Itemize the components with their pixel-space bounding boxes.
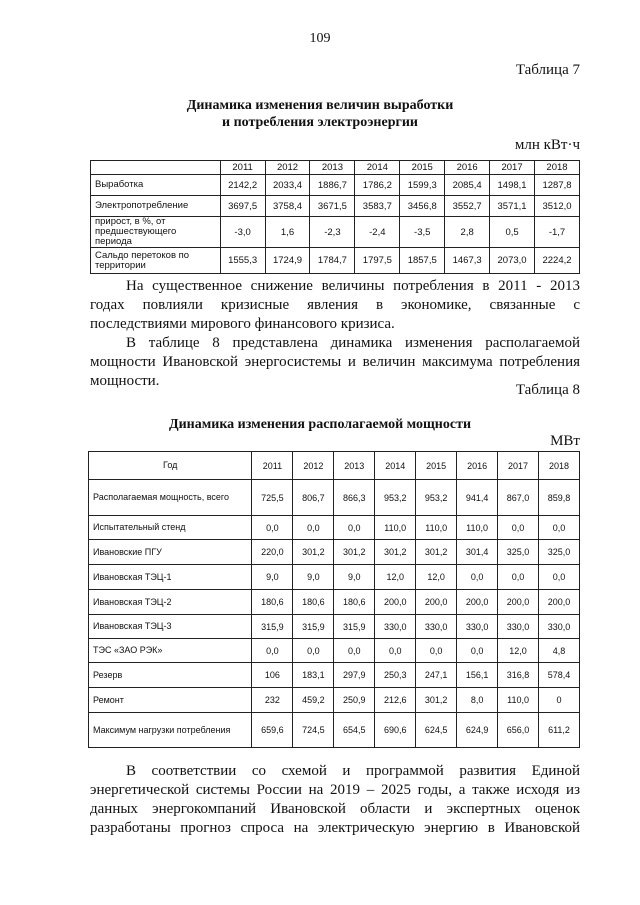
table-cell: -2,4 — [355, 217, 400, 248]
table8 — [88, 451, 580, 748]
table-cell: -3,5 — [400, 217, 445, 248]
table-cell: 330,0 — [498, 615, 539, 639]
table-row — [89, 540, 580, 565]
table-row — [89, 480, 580, 516]
table7-unit: млн кВт·ч — [514, 137, 580, 153]
table-cell: 1797,5 — [355, 248, 400, 274]
table-cell: 183,1 — [293, 663, 334, 688]
table8-year: 2011 — [252, 452, 293, 480]
table-cell: 3571,1 — [490, 196, 535, 217]
row-label: Ремонт — [89, 688, 252, 713]
table-cell: 156,1 — [457, 663, 498, 688]
table-cell: 9,0 — [252, 565, 293, 590]
table-cell: 1555,3 — [220, 248, 265, 274]
table-cell: 315,9 — [334, 615, 375, 639]
paragraph-1 — [90, 277, 580, 391]
table-cell: 315,9 — [293, 615, 334, 639]
table8-label: Таблица 8 — [515, 382, 580, 398]
table-cell: 1724,9 — [265, 248, 310, 274]
table-cell: 301,2 — [416, 688, 457, 713]
table-cell: 250,3 — [375, 663, 416, 688]
table-cell: 200,0 — [375, 590, 416, 615]
row-label: ТЭС «ЗАО РЭК» — [89, 639, 252, 663]
table-cell: 325,0 — [498, 540, 539, 565]
row-label: прирост, в %, от предшествующего периода — [91, 217, 221, 248]
paragraph-line: мощности. — [90, 373, 160, 389]
table-cell: 1498,1 — [490, 175, 535, 196]
table7-title-line2: и потребления электроэнергии — [222, 115, 418, 130]
paragraph-2 — [90, 762, 580, 838]
table-cell: 1886,7 — [310, 175, 355, 196]
table-cell: 250,9 — [334, 688, 375, 713]
table7-year: 2017 — [490, 161, 535, 175]
table-cell: 611,2 — [539, 713, 580, 748]
table-cell: 232 — [252, 688, 293, 713]
table-cell: 3456,8 — [400, 196, 445, 217]
table8-year: 2018 — [539, 452, 580, 480]
table-cell: 941,4 — [457, 480, 498, 516]
table-cell: 3552,7 — [445, 196, 490, 217]
table-cell: 330,0 — [416, 615, 457, 639]
table-cell: 12,0 — [375, 565, 416, 590]
table-row — [89, 639, 580, 663]
table-cell: 220,0 — [252, 540, 293, 565]
table-row — [89, 590, 580, 615]
table-cell: -3,0 — [220, 217, 265, 248]
table-cell: 1784,7 — [310, 248, 355, 274]
row-label: Максимум нагрузки потребления — [89, 713, 252, 748]
row-label: Ивановская ТЭЦ-1 — [89, 565, 252, 590]
row-label: Ивановские ПГУ — [89, 540, 252, 565]
table-cell: 247,1 — [416, 663, 457, 688]
table8-year: 2014 — [375, 452, 416, 480]
table8-year: 2017 — [498, 452, 539, 480]
table8-header-row — [89, 452, 580, 480]
row-label: Ивановская ТЭЦ-3 — [89, 615, 252, 639]
table-cell: 325,0 — [539, 540, 580, 565]
table-cell: 859,8 — [539, 480, 580, 516]
table-cell: 0,5 — [490, 217, 535, 248]
table-row — [89, 663, 580, 688]
table7 — [90, 160, 580, 274]
table7-year: 2012 — [265, 161, 310, 175]
table-cell: 724,5 — [293, 713, 334, 748]
table-cell: 316,8 — [498, 663, 539, 688]
table-cell: 1786,2 — [355, 175, 400, 196]
table-row — [89, 565, 580, 590]
table-cell: 866,3 — [334, 480, 375, 516]
paragraph-line: На существенное снижение величины потребления в 2011 - 2013 — [126, 278, 580, 294]
table-cell: 2033,4 — [265, 175, 310, 196]
table-cell: 110,0 — [498, 688, 539, 713]
paragraph-line: последствиями мирового финансового кризиса. — [90, 316, 395, 332]
table-cell: 9,0 — [334, 565, 375, 590]
table-cell: 0,0 — [293, 516, 334, 540]
table-cell: 297,9 — [334, 663, 375, 688]
table-cell: 0,0 — [334, 516, 375, 540]
table-cell: 659,6 — [252, 713, 293, 748]
table-cell: 12,0 — [416, 565, 457, 590]
paragraph-line: энергетической системы России на 2019 – 2025 годы, а также исходя из — [90, 782, 580, 798]
table8-year: 2013 — [334, 452, 375, 480]
table-cell: 624,5 — [416, 713, 457, 748]
table-cell: 1,6 — [265, 217, 310, 248]
table-cell: 330,0 — [539, 615, 580, 639]
table-cell: 106 — [252, 663, 293, 688]
table-row — [91, 175, 580, 196]
table-cell: 301,2 — [334, 540, 375, 565]
table-cell: 578,4 — [539, 663, 580, 688]
table7-label: Таблица 7 — [515, 62, 580, 78]
paragraph-line: В таблице 8 представлена динамика изменения располагаемой — [126, 335, 580, 351]
table-cell: 2224,2 — [535, 248, 580, 274]
table-cell: 806,7 — [293, 480, 334, 516]
table-cell: 4,8 — [539, 639, 580, 663]
table8-title: Динамика изменения располагаемой мощности — [168, 417, 472, 432]
table7-header-row — [91, 161, 580, 175]
row-label: Резерв — [89, 663, 252, 688]
row-label: Ивановская ТЭЦ-2 — [89, 590, 252, 615]
table-cell: 301,2 — [416, 540, 457, 565]
table-cell: 624,9 — [457, 713, 498, 748]
table7-year: 2018 — [535, 161, 580, 175]
table-cell: -1,7 — [535, 217, 580, 248]
table-cell: 0,0 — [457, 639, 498, 663]
table-cell: 1467,3 — [445, 248, 490, 274]
table-cell: 200,0 — [539, 590, 580, 615]
table-row — [91, 248, 580, 274]
table8-header-year-label: Год — [89, 452, 252, 480]
table-cell: 330,0 — [457, 615, 498, 639]
table-cell: 200,0 — [498, 590, 539, 615]
row-label: Располагаемая мощность, всего — [89, 480, 252, 516]
table7-title-line1: Динамика изменения величин выработки — [186, 98, 454, 113]
table-cell: 0,0 — [539, 516, 580, 540]
table-cell: 867,0 — [498, 480, 539, 516]
table-cell: 301,2 — [375, 540, 416, 565]
table8-year: 2016 — [457, 452, 498, 480]
table-cell: 2073,0 — [490, 248, 535, 274]
row-label: Сальдо перетоков по территории — [91, 248, 221, 274]
paragraph-line: данных энергокомпаний Ивановской области и экспертных оценок — [90, 801, 580, 817]
table-cell: 3758,4 — [265, 196, 310, 217]
table-cell: 0,0 — [498, 516, 539, 540]
row-label: Электропотребление — [91, 196, 221, 217]
table7-year: 2013 — [310, 161, 355, 175]
table-cell: 330,0 — [375, 615, 416, 639]
table-cell: 301,4 — [457, 540, 498, 565]
table7-year: 2016 — [445, 161, 490, 175]
paragraph-line: мощности Ивановской энергосистемы и величин максимума потребления — [90, 354, 580, 370]
table-row — [89, 713, 580, 748]
table-cell: 2,8 — [445, 217, 490, 248]
row-label: Испытательный стенд — [89, 516, 252, 540]
table-cell: -2,3 — [310, 217, 355, 248]
table-row — [89, 516, 580, 540]
table-cell: 0,0 — [375, 639, 416, 663]
table-cell: 0,0 — [334, 639, 375, 663]
table-cell: 3697,5 — [220, 196, 265, 217]
table-cell: 1599,3 — [400, 175, 445, 196]
table-cell: 690,6 — [375, 713, 416, 748]
table-cell: 180,6 — [334, 590, 375, 615]
table-cell: 180,6 — [252, 590, 293, 615]
table8-year: 2012 — [293, 452, 334, 480]
table-cell: 654,5 — [334, 713, 375, 748]
table-row — [89, 688, 580, 713]
table-cell: 459,2 — [293, 688, 334, 713]
table-cell: 110,0 — [416, 516, 457, 540]
table-cell: 200,0 — [457, 590, 498, 615]
table-cell: 953,2 — [375, 480, 416, 516]
table-cell: 315,9 — [252, 615, 293, 639]
table-cell: 8,0 — [457, 688, 498, 713]
table8-year: 2015 — [416, 452, 457, 480]
row-label: Выработка — [91, 175, 221, 196]
table-cell: 656,0 — [498, 713, 539, 748]
table-cell: 0,0 — [498, 565, 539, 590]
table7-year: 2011 — [220, 161, 265, 175]
table-cell: 0,0 — [252, 516, 293, 540]
table-cell: 0 — [539, 688, 580, 713]
table-cell: 3583,7 — [355, 196, 400, 217]
page-number: 109 — [309, 31, 331, 46]
table-cell: 1857,5 — [400, 248, 445, 274]
paragraph-line: разработаны прогноз спроса на электрическую энергию в Ивановской — [90, 820, 580, 836]
table-cell: 0,0 — [416, 639, 457, 663]
table-cell: 953,2 — [416, 480, 457, 516]
table-cell: 200,0 — [416, 590, 457, 615]
table-cell: 110,0 — [457, 516, 498, 540]
table-cell: 0,0 — [252, 639, 293, 663]
table-cell: 2085,4 — [445, 175, 490, 196]
paragraph-line: В соответствии со схемой и программой развития Единой — [126, 763, 580, 779]
paragraph-line: годах повлияли кризисные явления в экономике, связанные с — [90, 297, 580, 313]
table7-year: 2014 — [355, 161, 400, 175]
table-cell: 12,0 — [498, 639, 539, 663]
table-cell: 110,0 — [375, 516, 416, 540]
table-cell: 2142,2 — [220, 175, 265, 196]
table-cell: 0,0 — [539, 565, 580, 590]
table-cell: 0,0 — [457, 565, 498, 590]
table-row — [91, 196, 580, 217]
table7-year: 2015 — [400, 161, 445, 175]
table-row — [91, 217, 580, 248]
table-row — [89, 615, 580, 639]
table8-unit: МВт — [550, 433, 580, 449]
table-cell: 301,2 — [293, 540, 334, 565]
table-cell: 212,6 — [375, 688, 416, 713]
table-cell: 3671,5 — [310, 196, 355, 217]
table-cell: 180,6 — [293, 590, 334, 615]
table-cell: 0,0 — [293, 639, 334, 663]
table-cell: 1287,8 — [535, 175, 580, 196]
table-cell: 725,5 — [252, 480, 293, 516]
table7-header-empty — [91, 161, 221, 175]
table-cell: 9,0 — [293, 565, 334, 590]
table-cell: 3512,0 — [535, 196, 580, 217]
